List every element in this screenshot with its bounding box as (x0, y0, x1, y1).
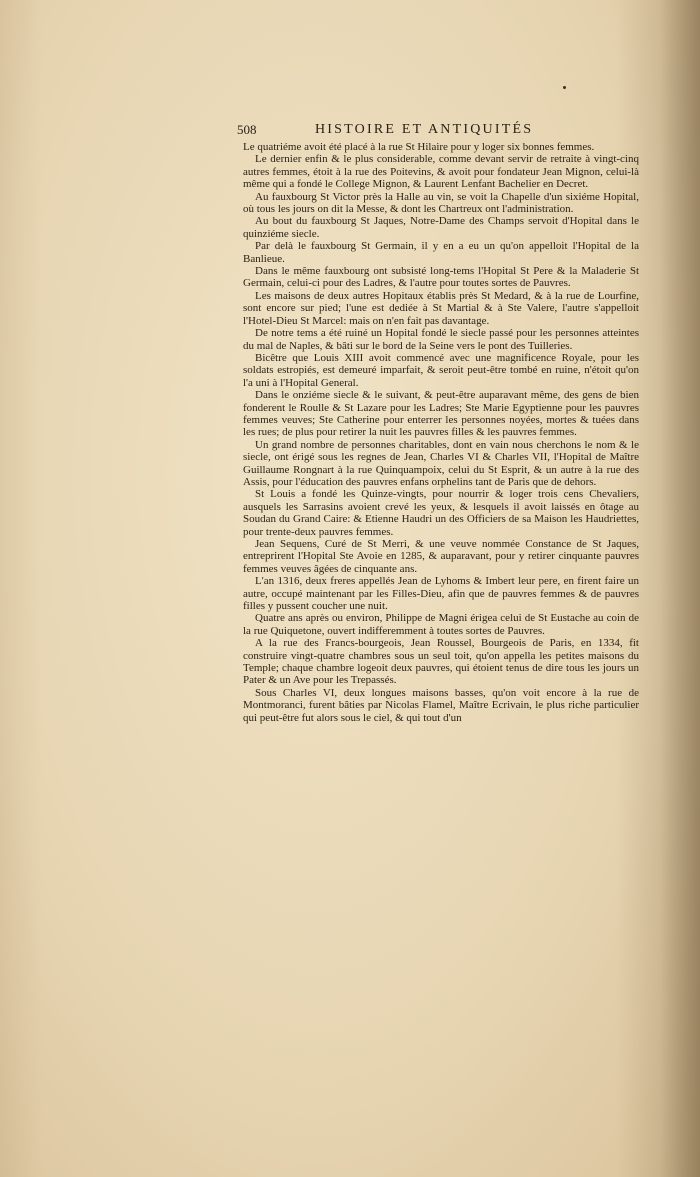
page-header (237, 122, 642, 140)
running-title: HISTOIRE ET ANTIQUITÉS (315, 122, 534, 137)
paragraph: Quatre ans après ou environ, Philippe de Magni érigea celui de St Eustache au coin de la rue Quiquetone, ouvert indifferemment à toutes sortes de Pauvres. (243, 612, 639, 637)
paragraph: Le dernier enfin & le plus considerable, comme devant servir de retraite à vingt-cinq autres femmes, étoit à la rue des Poitevins, & avoit pour fondateur Jean Mignon, celui-là même qui a fondé le College Mignon, & Laurent Lenfant Bachelier en Decret. (243, 153, 639, 191)
paragraph: Sous Charles VI, deux longues maisons basses, qu'on voit encore à la rue de Montmoranci, furent bâties par Nicolas Flamel, Maître Ecrivain, le plus riche particulier qui peut-être fut alors sous le ciel, & qui tout d'un (243, 686, 639, 724)
paragraph: Au bout du fauxbourg St Jaques, Notre-Dame des Champs servoit d'Hopital dans le quinziéme siecle. (243, 215, 639, 240)
page-number: 508 (237, 122, 257, 137)
paragraph: Un grand nombre de personnes charitables, dont en vain nous cherchons le nom & le siecle, ont érigé sous les regnes de Jean, Charles VI & Charles VII, l'Hopital de Maître Guillaume Rongnart à la rue Quinquampoix, celui du St Esprit, & un autre à la rue des Assis, pour l'éducation des pauvres enfans orphelins tant de Paris que de dehors. (243, 438, 639, 488)
paragraph: Au fauxbourg St Victor près la Halle au vin, se voit la Chapelle d'un sixiéme Hopital, où tous les jours on dit la Messe, & dont les Chartreux ont l'administration. (243, 190, 639, 216)
paragraph: Bicêtre que Louis XIII avoit commencé avec une magnificence Royale, pour les soldats estropiés, est demeuré imparfait, & seroit peut-être tombé en ruine, n'étoit qu'on l'a uni à l'Hopital General. (243, 351, 639, 389)
page-gutter-shadow (660, 0, 700, 1177)
paragraph: Le quatriéme avoit été placé à la rue St Hilaire pour y loger six bonnes femmes. (243, 141, 595, 153)
paragraph: Dans le même fauxbourg ont subsisté long-tems l'Hopital St Pere & la Maladerie St Germain, celui-ci pour des Ladres, & l'autre pour toutes sortes de Pauvres. (243, 265, 639, 290)
body-text (243, 141, 639, 724)
paragraph: Les maisons de deux autres Hopitaux établis près St Medard, & à la rue de Lourfine, sont encore sur pied; l'une est dediée à St Martial & à Ste Valere, l'autre s'appelloit l'Hotel-Dieu St Marcel: mais on n'en fait pas davantage. (243, 289, 639, 327)
paragraph: Jean Sequens, Curé de St Merri, & une veuve nommée Constance de St Jaques, entreprirent l'Hopital Ste Avoie en 1285, & auparavant, pour y retirer cinquante pauvres femmes veuves âgées de cinquante ans. (243, 538, 639, 575)
paragraph: De notre tems a été ruiné un Hopital fondé le siecle passé pour les personnes atteintes du mal de Naples, & bâti sur le bord de la Seine vers le pont des Tuilleries. (243, 327, 639, 352)
paragraph: St Louis a fondé les Quinze-vingts, pour nourrir & loger trois cens Chevaliers, ausquels les Sarrasins avoient crevé les yeux, & lesquels il avoit laissés en ôtage au Soudan du Grand Caire: & Etienne Haudri un des Officiers de sa Maison les Haudriettes, pour trente-deux pauvres femmes. (243, 488, 639, 538)
paragraph: Par delà le fauxbourg St Germain, il y en a eu un qu'on appelloit l'Hopital de la Banlieue. (243, 240, 639, 265)
ink-speck (563, 86, 566, 89)
paragraph: L'an 1316, deux freres appellés Jean de Lyhoms & Imbert leur pere, en firent faire un autre, occupé maintenant par les Filles-Dieu, afin que de pauvres femmes & de pauvres filles y pussent coucher une nuit. (243, 575, 639, 613)
paragraph: Dans le onziéme siecle & le suivant, & peut-être auparavant même, des gens de bien fonderent le Roulle & St Lazare pour les Ladres; Ste Marie Egyptienne pour les pauvres femmes veuves; Ste Catherine pour enterrer les personnes noyées, mortes & tuées dans les rues; de plus pour retirer la nuit les pauvres filles & les pauvres femmes. (243, 389, 639, 439)
paragraph: A la rue des Francs-bourgeois, Jean Roussel, Bourgeois de Paris, en 1334, fit construire vingt-quatre chambres sous un seul toit, qu'on appella les petites maisons du Temple; chaque chambre logeoit deux pauvres, qui étoient tenus de dire tous les jours un Pater & un Ave pour les Trepassés. (243, 637, 639, 687)
